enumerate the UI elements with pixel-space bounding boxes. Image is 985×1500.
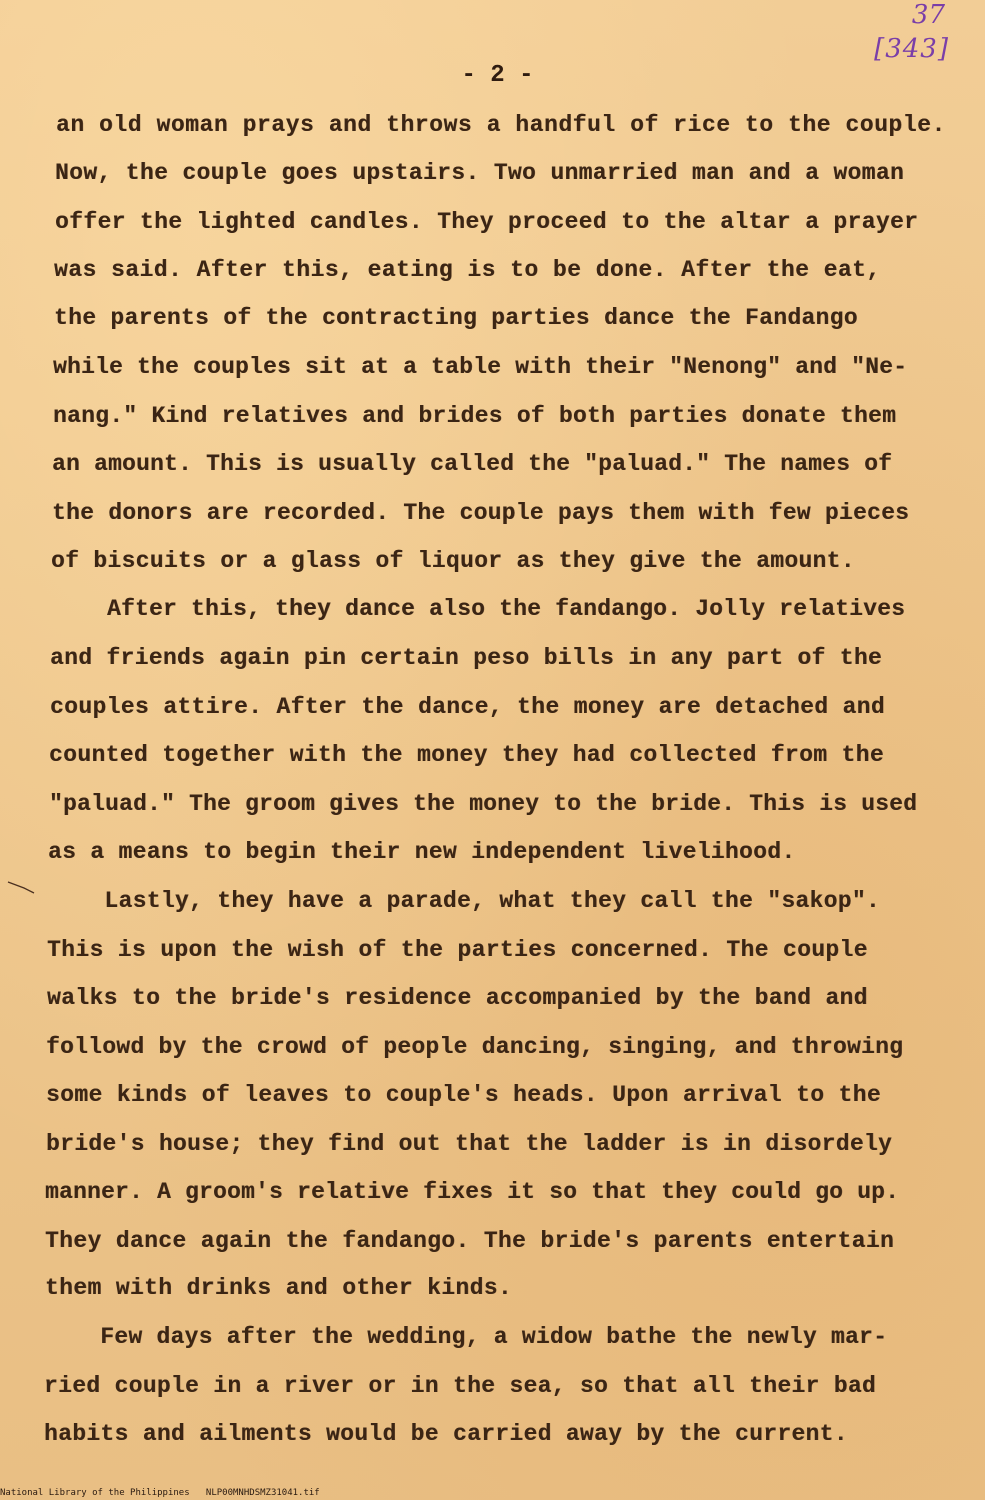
body-line: They dance again the fandango. The bride's parents entertain: [45, 1228, 895, 1254]
body-line: After this, they dance also the fandango. Jolly relatives: [51, 596, 906, 622]
body-line: of biscuits or a glass of liquor as they give the amount.: [51, 548, 855, 574]
body-line: "paluad." The groom gives the money to the bride. This is used: [49, 791, 918, 817]
body-line: ried couple in a river or in the sea, so that all their bad: [44, 1373, 877, 1399]
body-line: followd by the crowd of people dancing, singing, and throwing: [46, 1034, 904, 1060]
body-line: habits and ailments would be carried away by the current.: [44, 1421, 848, 1447]
body-line: Now, the couple goes upstairs. Two unmarried man and a woman: [55, 160, 905, 186]
body-line: nang." Kind relatives and brides of both parties donate them: [53, 403, 897, 429]
body-line: them with drinks and other kinds.: [45, 1275, 513, 1301]
body-line: Lastly, they have a parade, what they call the "sakop".: [48, 888, 881, 914]
body-line: was said. After this, eating is to be done. After the eat,: [54, 257, 881, 283]
body-line: walks to the bride's residence accompanied by the band and: [47, 985, 868, 1011]
body-line: bride's house; they find out that the ladder is in disordely: [46, 1131, 893, 1157]
body-line: as a means to begin their new independent livelihood.: [48, 839, 796, 865]
scan-footer: [0, 1488, 320, 1498]
body-line: This is upon the wish of the parties concerned. The couple: [47, 937, 868, 963]
archive-folio-number: 37: [911, 0, 945, 30]
footer-library: National Library of the Philippines: [0, 1488, 190, 1498]
body-line: an old woman prays and throws a handful of rice to the couple.: [56, 112, 946, 138]
body-line: the parents of the contracting parties dance the Fandango: [54, 305, 858, 331]
body-line: while the couples sit at a table with their "Nenong" and "Ne-: [53, 354, 908, 380]
body-line: Few days after the wedding, a widow bathe the newly mar-: [44, 1324, 888, 1350]
body-line: some kinds of leaves to couple's heads. Upon arrival to the: [46, 1082, 881, 1108]
body-line: manner. A groom's relative fixes it so that they could go up.: [45, 1179, 900, 1205]
body-line: an amount. This is usually called the "paluad." The names of: [52, 451, 893, 477]
body-line: offer the lighted candles. They proceed to the altar a prayer: [55, 209, 919, 235]
archive-bracket-number: [343]: [874, 34, 949, 64]
body-line: couples attire. After the dance, the money are detached and: [50, 694, 885, 720]
margin-pencil-mark: [6, 880, 36, 894]
body-line: and friends again pin certain peso bills in any part of the: [50, 645, 883, 671]
footer-file-id: NLP00MNHDSMZ31041.tif: [205, 1488, 320, 1498]
body-line: counted together with the money they had collected from the: [49, 742, 884, 768]
body-line: the donors are recorded. The couple pays them with few pieces: [52, 500, 910, 526]
page-number: - 2 -: [461, 62, 534, 89]
